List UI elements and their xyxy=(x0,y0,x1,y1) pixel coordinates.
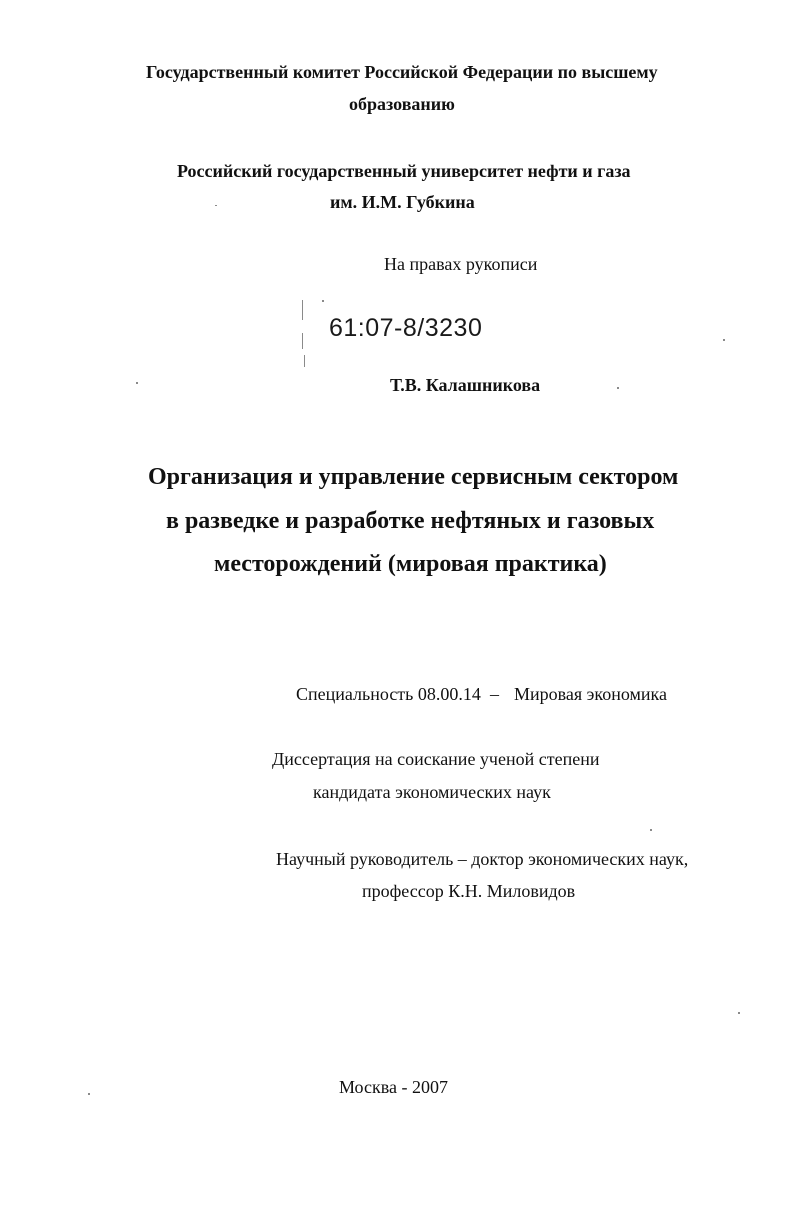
supervisor-line-2: профессор К.Н. Миловидов xyxy=(362,881,576,901)
scan-speck xyxy=(215,205,217,206)
scan-speck xyxy=(302,333,303,349)
scan-speck xyxy=(302,300,303,320)
city-year: Москва - 2007 xyxy=(339,1077,448,1097)
title-line-3: месторождений (мировая практика) xyxy=(214,551,607,577)
scan-speck xyxy=(738,1012,740,1014)
scan-speck xyxy=(136,382,138,384)
university-line-2: им. И.М. Губкина xyxy=(330,192,475,212)
specialty-name: Мировая экономика xyxy=(514,684,667,704)
scan-speck xyxy=(617,387,619,389)
degree-line-2: кандидата экономических наук xyxy=(313,782,551,802)
manuscript-note: На правах рукописи xyxy=(384,254,538,274)
title-line-1: Организация и управление сервисным сектором xyxy=(148,464,679,490)
author-name: Т.В. Калашникова xyxy=(390,375,541,395)
scan-speck xyxy=(650,829,652,831)
ministry-line-2: образованию xyxy=(349,94,455,114)
specialty-dash: – xyxy=(490,684,499,704)
specialty-label: Специальность 08.00.14 xyxy=(296,684,481,704)
degree-line-1: Диссертация на соискание ученой степени xyxy=(272,749,600,769)
supervisor-line-1: Научный руководитель – доктор экономических наук, xyxy=(276,849,689,869)
scan-speck xyxy=(304,355,305,367)
scan-speck xyxy=(88,1093,90,1095)
scan-speck xyxy=(322,300,324,302)
scan-speck xyxy=(723,339,725,341)
university-line-1: Российский государственный университет нефти и газа xyxy=(177,161,631,181)
ministry-line-1: Государственный комитет Российской Федерации по высшему xyxy=(146,62,658,82)
library-code-stamp: 61:07-8/3230 xyxy=(329,314,483,342)
title-line-2: в разведке и разработке нефтяных и газовых xyxy=(166,508,655,534)
